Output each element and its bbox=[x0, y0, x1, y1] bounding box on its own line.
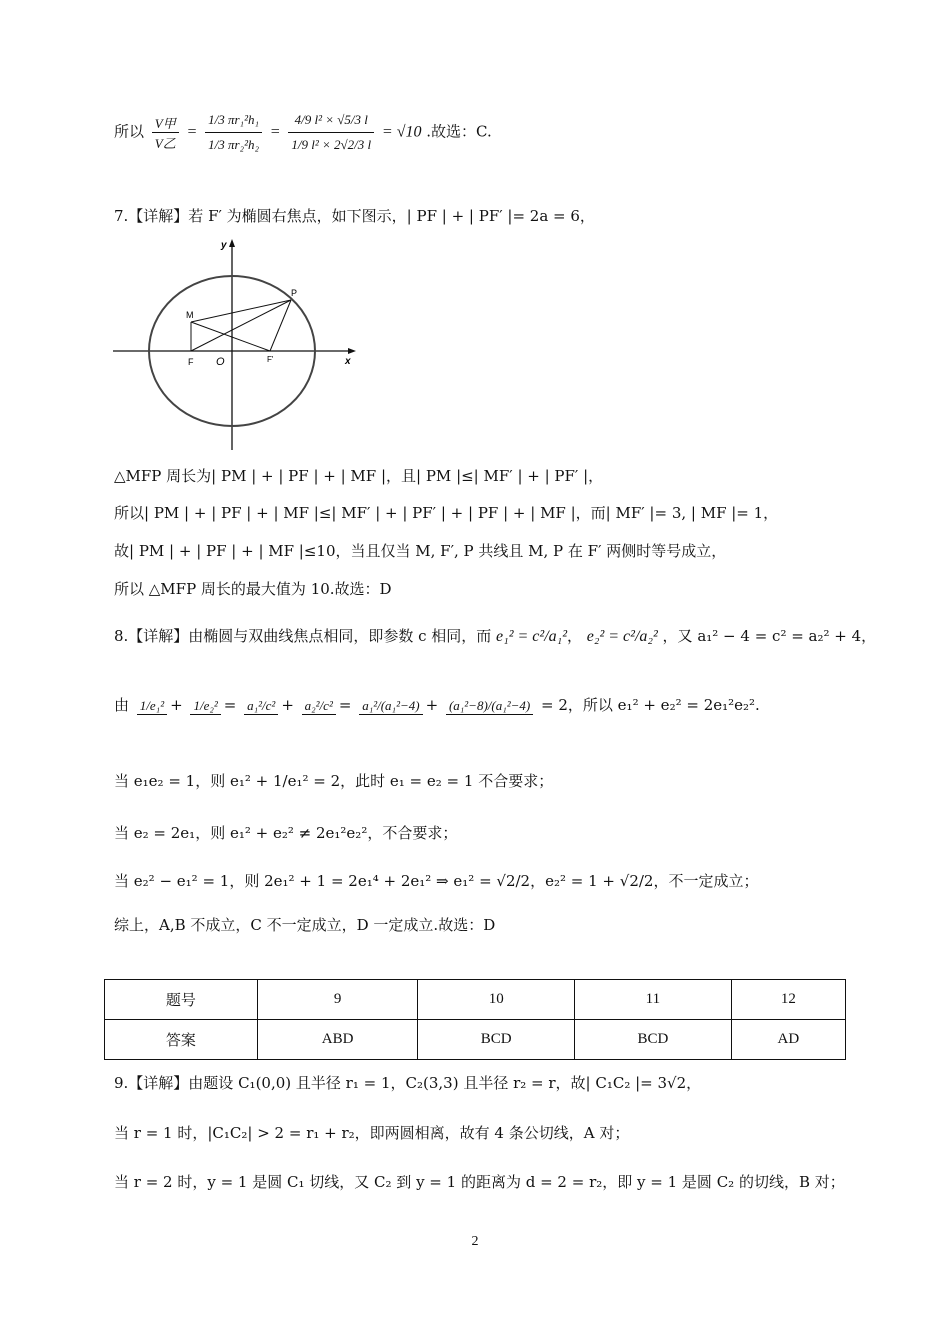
label-O: O bbox=[216, 356, 225, 368]
q9-line2: 当 r = 1 时，|C₁C₂| > 2 = r₁ + r₂，即两圆相离，故有 4 条公切线，A 对； bbox=[114, 1124, 630, 1142]
q8-e2-formula: e₂² = c²/a₂² bbox=[586, 628, 658, 645]
q8-line3: 当 e₁e₂ = 1，则 e₁² + 1/e₁² = 2，此时 e₁ = e₂ = 1 不合要求； bbox=[114, 772, 554, 790]
q7-line1: △MFP 周长为| PM | + | PF | + | MF |，且| PM |≤| MF′ | + | PF′ |， bbox=[114, 467, 604, 485]
table-cell: ABD bbox=[257, 1020, 418, 1060]
label-F: F bbox=[188, 357, 194, 367]
segment-MFp bbox=[191, 322, 270, 351]
y-axis-arrow bbox=[229, 239, 235, 247]
table-cell: 答案 bbox=[105, 1020, 258, 1060]
segment-FP bbox=[191, 300, 291, 351]
table-cell: AD bbox=[731, 1020, 845, 1060]
answer-table bbox=[104, 979, 846, 1060]
q7-intro: 7.【详解】若 F′ 为椭圆右焦点，如下图示，| PF | + | PF′ |= 2a = 6， bbox=[114, 207, 595, 225]
table-cell: BCD bbox=[575, 1020, 732, 1060]
table-cell: 题号 bbox=[105, 980, 258, 1020]
table-cell: BCD bbox=[418, 1020, 575, 1060]
q8-e1-formula: e₁² = c²/a₁² bbox=[496, 628, 568, 645]
volume-ratio-prefix: 所以 bbox=[114, 122, 145, 141]
table-cell: 10 bbox=[418, 980, 575, 1020]
q8-line6: 综上，A,B 不成立，C 不一定成立，D 一定成立.故选：D bbox=[114, 916, 496, 934]
ellipse-figure bbox=[108, 238, 368, 460]
q9-line3: 当 r = 2 时，y = 1 是圆 C₁ 切线，又 C₂ 到 y = 1 的距离为 d = 2 = r₂，即 y = 1 是圆 C₂ 的切线，B 对； bbox=[114, 1173, 845, 1191]
q7-line2: 所以| PM | + | PF | + | MF |≤| MF′ | + | PF′ | + | PF | + | MF |，而| MF′ |= 3, | MF |= 1， bbox=[114, 504, 779, 522]
label-P: P bbox=[291, 288, 298, 298]
segment-MP bbox=[191, 300, 291, 322]
q7-line3: 故| PM | + | PF | + | MF |≤10，当且仅当 M, F′, P 共线且 M, P 在 F′ 两侧时等号成立， bbox=[114, 542, 727, 560]
label-M: M bbox=[186, 310, 194, 320]
q9-line1: 9.【详解】由题设 C₁(0,0) 且半径 r₁ = 1，C₂(3,3) 且半径 r₂ = r，故| C₁C₂ |= 3√2， bbox=[114, 1074, 702, 1092]
q8-line5: 当 e₂² − e₁² = 1，则 2e₁² + 1 = 2e₁⁴ + 2e₁² ⇒ e₁² = √2/2，e₂² = 1 + √2/2，不一定成立； bbox=[114, 872, 759, 890]
label-x: x bbox=[345, 356, 351, 367]
volume-ratio-formula: $\frac{\text{1/3 πr₁²h₁}}{\text{1/3 πr₂²h₂}}$ bbox=[205, 108, 262, 157]
volume-ratio-substituted: $\frac{\text{4/9 l² × √5/3 l}}{\text{1/9 l² × 2√2/3 l}}$ bbox=[288, 108, 374, 157]
table-cell: 12 bbox=[731, 980, 845, 1020]
volume-ratio-answer: .故选：C. bbox=[426, 122, 492, 141]
volume-ratio-line: 所以 $\frac{\text{V甲}}{\text{V乙}}$ = $\frac{\text{1/3 πr₁²h₁}}{\text{1/3 πr₂²h₂}}$ = $\frac{\text{4/9 l² × √5/3 l}}{\text{1/9 l² × 2√2/3 l}}$ = √10 .故选：C. bbox=[114, 108, 492, 157]
page-number: 2 bbox=[471, 1234, 479, 1249]
answer-table-answer-row bbox=[105, 1020, 846, 1060]
table-cell: 11 bbox=[575, 980, 732, 1020]
table-cell: 9 bbox=[257, 980, 418, 1020]
x-axis-arrow bbox=[348, 348, 356, 354]
label-Fprime: F' bbox=[267, 355, 274, 364]
q8-line2: 由 1/e₁² + 1/e₂² = a₁²/c² + a₂²/c² = a₁²/(a₁²−4) + (a₁²−8)/(a₁²−4) = 2，所以 e₁² + e₂² = 2e₁²e₂². bbox=[114, 696, 760, 714]
segment-PFp bbox=[270, 300, 291, 351]
volume-ratio-result: = √10 bbox=[381, 123, 422, 141]
answer-table-header-row bbox=[105, 980, 846, 1020]
q8-line4: 当 e₂ = 2e₁，则 e₁² + e₂² ≠ 2e₁²e₂²，不合要求； bbox=[114, 824, 458, 842]
volume-ratio-lhs: $\frac{\text{V甲}}{\text{V乙}}$ bbox=[152, 113, 179, 152]
label-y: y bbox=[221, 240, 227, 251]
q7-line4: 所以 △MFP 周长的最大值为 10.故选：D bbox=[114, 580, 392, 598]
q8-line1: 8.【详解】由椭圆与双曲线焦点相同，即参数 c 相同，而 e₁² = c²/a₁²， e₂² = c²/a₂² ，又 a₁² − 4 = c² = a₂² + 4， bbox=[114, 627, 877, 645]
